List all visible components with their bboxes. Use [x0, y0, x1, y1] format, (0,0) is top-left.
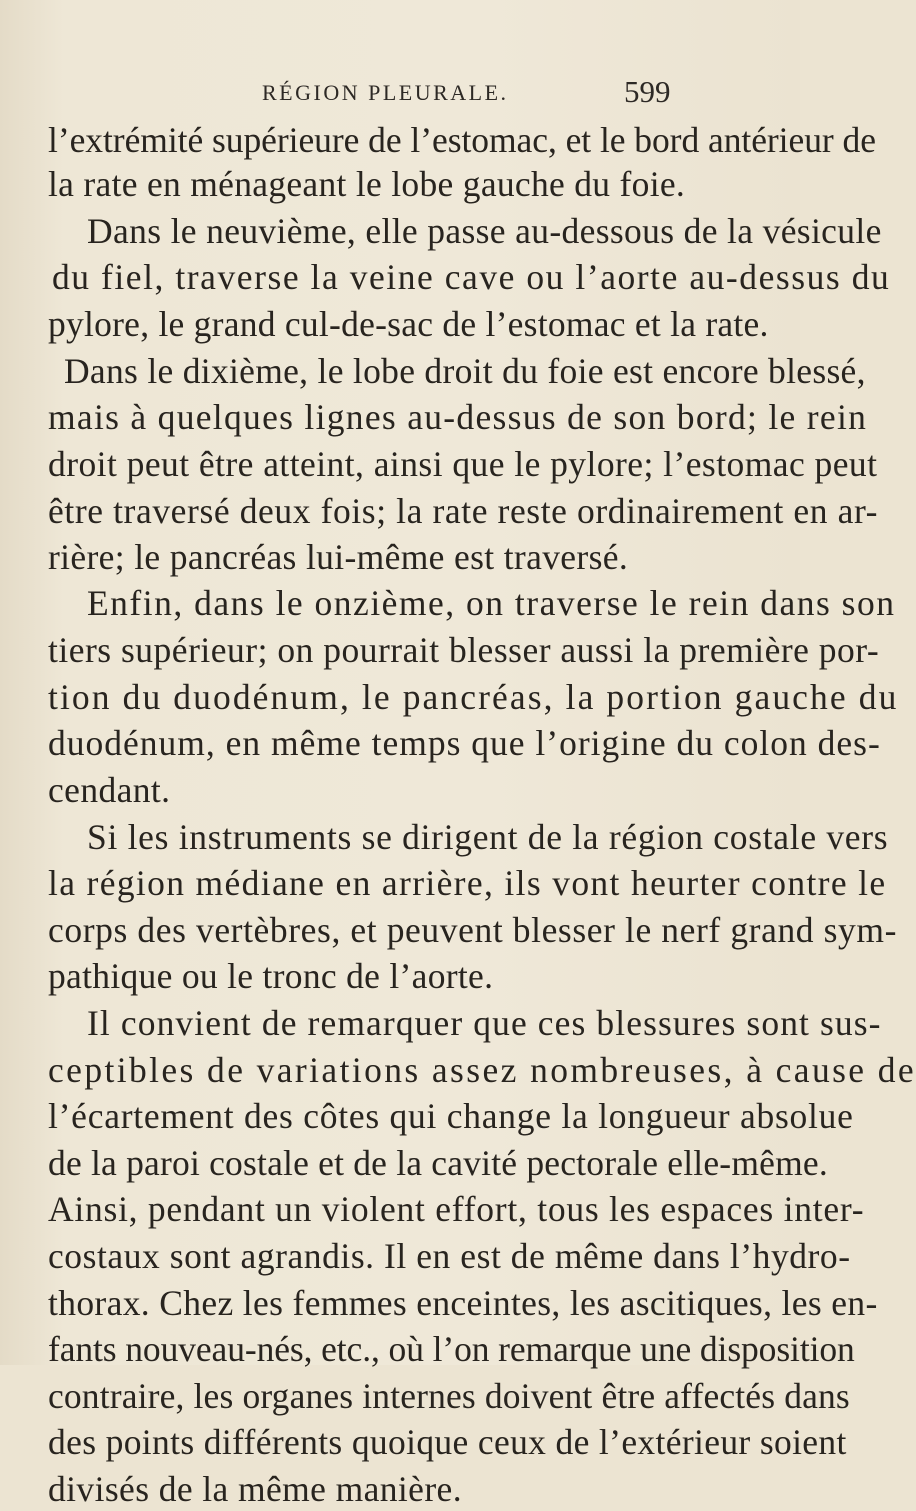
text-line: des points différents quoique ceux de l’extérieur soient [48, 1422, 847, 1462]
text-line: cendant. [48, 770, 171, 810]
text-line: tion du duodénum, le pancréas, la portion gauche du [48, 677, 899, 717]
text-line: Il convient de remarquer que ces blessures sont sus- [87, 1003, 882, 1043]
text-line: divisés de la même manière. [48, 1469, 462, 1509]
text-line: rière; le pancréas lui-même est traversé. [48, 537, 629, 577]
text-line: costaux sont agrandis. Il en est de même dans l’hydro- [48, 1236, 851, 1276]
running-head: RÉGION PLEURALE. [262, 80, 509, 105]
text-line: fants nouveau-nés, etc., où l’on remarque une disposition [48, 1329, 855, 1369]
text-line: ceptibles de variations assez nombreuses, à cause de [48, 1050, 916, 1090]
text-line: Enfin, dans le onzième, on traverse le rein dans son [87, 583, 896, 623]
text-line: contraire, les organes internes doivent être affectés dans [48, 1376, 850, 1416]
text-line: Si les instruments se dirigent de la région costale vers [87, 817, 889, 857]
text-line: du fiel, traverse la veine cave ou l’aorte au-dessus du [52, 257, 891, 297]
text-line: Dans le neuvième, elle passe au-dessous de la vésicule [87, 211, 882, 251]
text-line: corps des vertèbres, et peuvent blesser le nerf grand sym- [48, 910, 898, 950]
text-line: la rate en ménageant le lobe gauche du foie. [48, 164, 686, 204]
text-line: Ainsi, pendant un violent effort, tous les espaces inter- [48, 1189, 865, 1229]
text-line: de la paroi costale et de la cavité pectorale elle-même. [48, 1143, 828, 1183]
text-line: la région médiane en arrière, ils vont heurter contre le [48, 863, 887, 903]
text-line: être traversé deux fois; la rate reste ordinairement en ar- [48, 491, 879, 531]
text-line: droit peut être atteint, ainsi que le pylore; l’estomac peut [48, 444, 878, 484]
text-line: l’écartement des côtes qui change la longueur absolue [48, 1096, 854, 1136]
text-line: mais à quelques lignes au-dessus de son bord; le rein [48, 397, 868, 437]
page-number: 599 [624, 74, 671, 109]
text-line: thorax. Chez les femmes enceintes, les ascitiques, les en- [48, 1283, 878, 1323]
text-line: duodénum, en même temps que l’origine du colon des- [48, 723, 881, 763]
text-line: Dans le dixième, le lobe droit du foie est encore blessé, [64, 351, 866, 391]
text-line: l’extrémité supérieure de l’estomac, et le bord antérieur de [48, 120, 876, 160]
page-header [0, 72, 800, 112]
text-line: pylore, le grand cul-de-sac de l’estomac et la rate. [48, 304, 769, 344]
text-line: pathique ou le tronc de l’aorte. [48, 956, 494, 996]
text-line: tiers supérieur; on pourrait blesser aussi la première por- [48, 630, 880, 670]
